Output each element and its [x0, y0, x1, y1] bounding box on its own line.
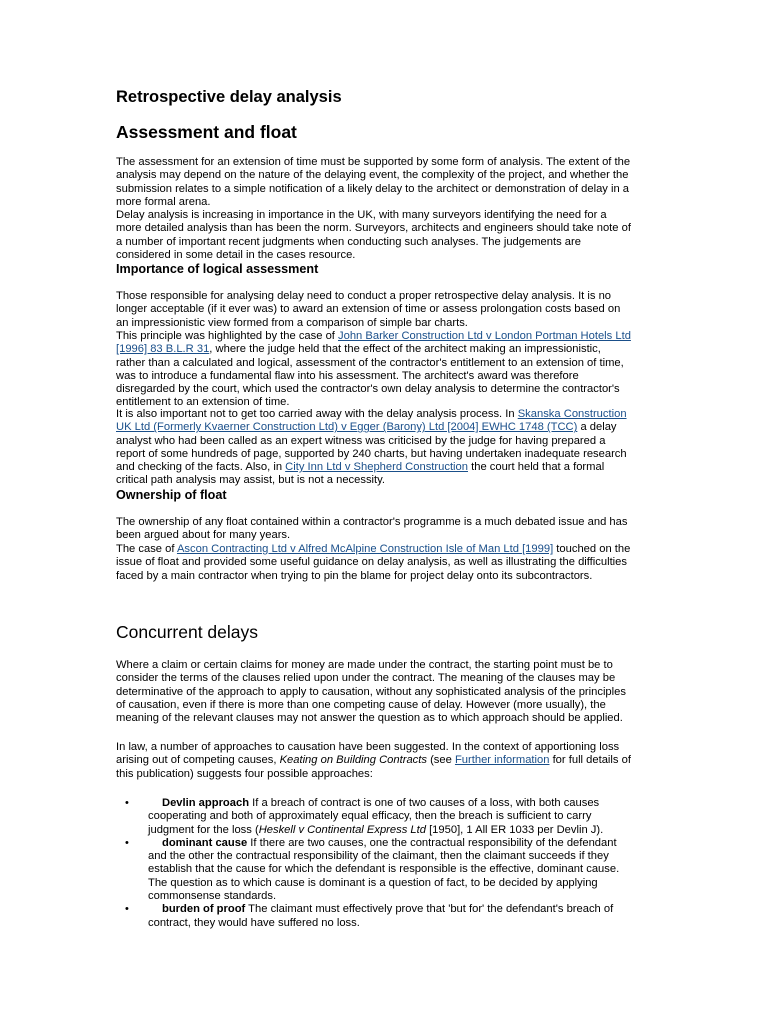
- case-link-john-barker[interactable]: John Barker Construction Ltd v London Portman Hotels Ltd: [338, 330, 631, 342]
- paragraph-logical-1: Those responsible for analysing delay need to conduct a proper retrospective delay analysis. It is no longer acceptable (if it ever was) to award an extension of time or assess prolongation costs based on an impressionistic view formed from a comparison of simple bar charts.: [116, 290, 621, 329]
- bullet-icon: •: [125, 797, 129, 809]
- paragraph-concurrent-1: Where a claim or certain claims for money are made under the contract, the starting point must be to consider the terms of the clauses relied upon under the contract. The meaning of the clauses may be determinative of the approach to apply to causation, without any sophisticated analysis of the principles of causation, even if there is more than one competing cause of delay. However (more usually), the meaning of the relevant clauses may not answer the question as to which approach should be applied.: [116, 659, 626, 725]
- paragraph-assessment-2: Delay analysis is increasing in importance in the UK, with many surveyors identifying the need for a more detailed analysis than has been the norm. Surveyors, architects and engineers should take note of a number of important recent judgments when conducting such analyses. The judgements are considered in some detail in the cases resource.: [116, 209, 631, 261]
- case-link-skanska-citation[interactable]: UK Ltd (Formerly Kvaerner Construction Ltd) v Egger (Barony) Ltd [2004] EWHC 1748 (TCC): [116, 421, 578, 434]
- list-item-burden-of-proof: • burden of proof The claimant must effectively prove that 'but for' the defendant's breach of contract, they would have suffered no loss.: [125, 903, 614, 929]
- document-title: Retrospective delay analysis: [116, 88, 342, 106]
- case-link-city-inn[interactable]: City Inn Ltd v Shepherd Construction: [285, 461, 468, 474]
- case-link-john-barker-citation[interactable]: [1996] 83 B.L.R 31: [116, 343, 210, 356]
- paragraph-assessment-1: The assessment for an extension of time must be supported by some form of analysis. The extent of the analysis may depend on the nature of the delaying event, the complexity of the project, and whether the submission relates to a simple notification of a likely delay to the architect or demonstration of delay in a more formal arena.: [116, 156, 631, 208]
- book-title-keating: Keating on Building Contracts: [279, 754, 427, 767]
- case-link-ascon[interactable]: Ascon Contracting Ltd v Alfred McAlpine Construction Isle of Man Ltd [1999]: [176, 543, 554, 555]
- approaches-list: [116, 797, 656, 930]
- paragraph-concurrent-2: In law, a number of approaches to causation have been suggested. In the context of apportioning loss arising out of competing causes, Keating on Building Contracts (see Further information for full details of this publication) suggests four possible approaches:: [116, 741, 631, 780]
- paragraph-logical-2: This principle was highlighted by the case of John Barker Construction Ltd v London Portman Hotels Ltd [1996] 83 B.L.R 31, where the judge held that the effect of the architect making an impressionistic, rather than a calculated and logical, assessment of the contractor's entitlement to an extension of time, was to introduce a fundamental flaw into his assessment. The architect's award was therefore disregarded by the court, which used the contractor's own delay analysis to determine the contractor's entitlement to an extension of time.: [116, 330, 631, 409]
- paragraph-float-2: The case of Ascon Contracting Ltd v Alfred McAlpine Construction Isle of Man Ltd [1999] touched on the issue of float and provided some useful guidance on delay analysis, as well as illustrating the difficulties faced by a main contractor when trying to pin the blame for project delay onto its subcontractors.: [116, 543, 631, 582]
- paragraph-logical-3: It is also important not to get too carried away with the delay analysis process. In Skanska Construction UK Ltd (Formerly Kvaerner Construction Ltd) v Egger (Barony) Ltd [2004] EWHC 1748 (TCC) a delay analyst who had been called as an expert witness was criticised by the judge for having prepared a report of some hundreds of page, supported by 240 charts, but having undertaken inadequate research and checking of the facts. Also, in City Inn Ltd v Shepherd Construction the court held that a formal critical path analysis may assist, but is not a necessity.: [116, 408, 627, 487]
- bullet-icon: •: [125, 903, 129, 916]
- case-link-skanska[interactable]: Skanska Construction: [517, 408, 627, 420]
- subheading-ownership-float: Ownership of float: [116, 488, 227, 502]
- paragraph-float-1: The ownership of any float contained within a contractor's programme is a much debated issue and has been argued about for many years.: [116, 516, 628, 542]
- section-heading-concurrent-delays: Concurrent delays: [116, 622, 259, 642]
- list-item-devlin: • Devlin approach If a breach of contract is one of two causes of a loss, with both causes cooperating and both of approximately equal efficacy, then the breach is sufficient to carry judgment for the loss (Heskell v Continental Express Ltd [1950], 1 All ER 1033 per Devlin J).: [125, 797, 604, 836]
- further-information-link[interactable]: Further information: [454, 754, 550, 767]
- bullet-icon: •: [125, 836, 129, 849]
- subheading-logical-assessment: Importance of logical assessment: [116, 262, 319, 276]
- section-heading-assessment: Assessment and float: [116, 122, 297, 142]
- list-item-dominant-cause: • dominant cause If there are two causes, one the contractual responsibility of the defendant and the other the contractual responsibility of the claimant, then the claimant succeeds if they establish that the cause for which the defendant is responsible is the effective, dominant cause. The question as to which cause is dominant is a question of fact, to be decided by applying commonsense standards.: [125, 836, 620, 903]
